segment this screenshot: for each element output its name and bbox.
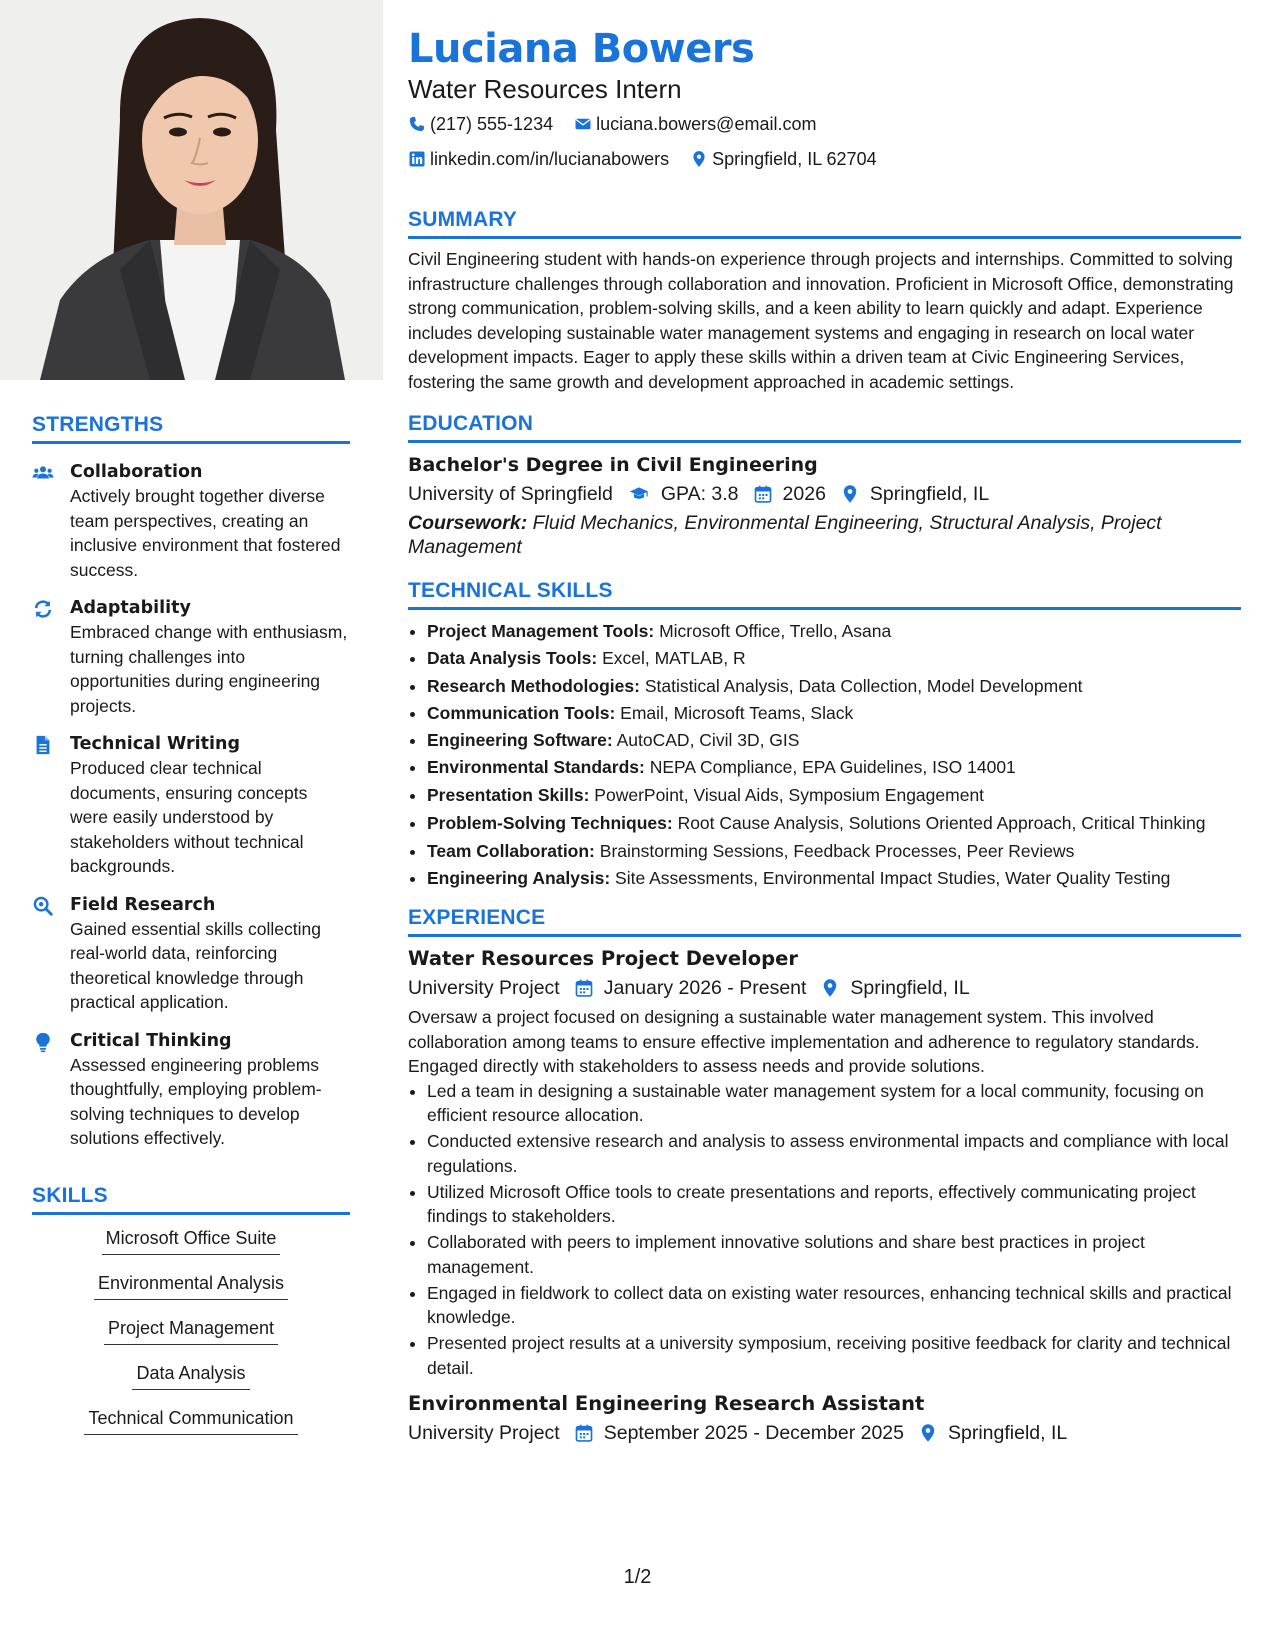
contact-linkedin[interactable]	[408, 143, 669, 175]
job-org: University Project	[408, 1422, 560, 1445]
experience-title: EXPERIENCE	[408, 906, 1241, 937]
skill-label: Team Collaboration:	[427, 840, 595, 861]
calendar-icon	[753, 484, 773, 504]
skill-item: Technical Communication	[84, 1405, 297, 1435]
left-column	[0, 0, 383, 1650]
graduation-cap-icon	[627, 484, 651, 504]
skill-value: Site Assessments, Environmental Impact Studies, Water Quality Testing	[615, 867, 1171, 888]
phone-icon	[408, 115, 426, 133]
sync-icon	[32, 598, 54, 620]
skill-value: PowerPoint, Visual Aids, Symposium Engagement	[594, 784, 985, 805]
envelope-icon	[574, 115, 592, 133]
job-dates: September 2025 - December 2025	[603, 1422, 904, 1445]
location-text: Springfield, IL 62704	[712, 149, 877, 169]
skill-value: Microsoft Office, Trello, Asana	[659, 621, 892, 641]
school-location: Springfield, IL	[869, 483, 990, 505]
phone-text: (217) 555-1234	[430, 114, 554, 134]
list-item: • Conducted extensive research and analysis to assess environmental impacts and compliance with local regulations.	[427, 1129, 1241, 1178]
map-pin-icon	[820, 978, 840, 998]
strength-desc: Assessed engineering problems thoughtfully, employing problem-solving techniques to develop solutions effectively.	[70, 1054, 322, 1148]
strengths-section	[32, 413, 350, 1151]
skill-label: Engineering Analysis:	[427, 867, 611, 888]
list-item	[427, 618, 1241, 645]
coursework-label: Coursework:	[408, 512, 528, 534]
experience-section	[408, 906, 1241, 1448]
skill-item: Data Analysis	[132, 1360, 249, 1390]
list-item	[427, 645, 1241, 672]
linkedin-text: linkedin.com/in/lucianabowers	[430, 149, 670, 169]
education-title: EDUCATION	[408, 412, 1241, 443]
job-summary: Oversaw a project focused on designing a sustainable water management system. This involved collaboration among teams to ensure effective implementation and adherence to regulatory standards. Engaged directly with stakeholders to assess needs and provide solutions.	[408, 1007, 1200, 1077]
gpa-text: GPA: 3.8	[660, 483, 739, 505]
map-pin-icon	[690, 150, 708, 168]
skill-label: Environmental Standards:	[427, 757, 645, 778]
strength-item	[32, 460, 350, 582]
skill-value: Excel, MATLAB, R	[602, 648, 746, 669]
strength-item	[32, 893, 350, 1015]
job-title: Environmental Engineering Research Assistant	[408, 1392, 925, 1416]
skill-label: Engineering Software:	[427, 730, 613, 751]
list-item: • Utilized Microsoft Office tools to create presentations and reports, effectively communicating project findings to stakeholders.	[427, 1180, 1241, 1229]
strength-item	[32, 1029, 350, 1151]
job-location: Springfield, IL	[850, 977, 970, 1000]
skill-item: Project Management	[104, 1315, 278, 1345]
list-item	[427, 811, 1241, 836]
users-icon	[32, 462, 54, 484]
technical-skills-title: TECHNICAL SKILLS	[408, 579, 1241, 610]
skill-value: Email, Microsoft Teams, Slack	[620, 702, 854, 723]
summary-section	[408, 208, 1241, 394]
candidate-role: Water Resources Intern	[408, 74, 682, 104]
list-item: • Collaborated with peers to implement innovative solutions and share best practices in project management.	[427, 1230, 1241, 1279]
skill-label: Research Methodologies:	[427, 675, 640, 696]
education-meta	[408, 479, 1241, 509]
strengths-title: STRENGTHS	[32, 413, 350, 444]
list-item	[427, 865, 1241, 892]
summary-title: SUMMARY	[408, 208, 1241, 239]
contact-location	[690, 143, 876, 175]
strength-desc: Gained essential skills collecting real-world data, reinforcing theoretical knowledge through practical application.	[70, 918, 321, 1012]
email-text: luciana.bowers@email.com	[596, 114, 817, 134]
school-name: University of Springfield	[408, 483, 613, 505]
skill-value: AutoCAD, Civil 3D, GIS	[616, 730, 800, 751]
list-item: • Presented project results at a university symposium, receiving positive feedback for clarity and technical detail.	[427, 1331, 1241, 1380]
skill-label: Project Management Tools:	[427, 621, 655, 641]
degree-name: Bachelor's Degree in Civil Engineering	[408, 454, 818, 476]
skill-item: Microsoft Office Suite	[102, 1225, 281, 1255]
skills-section	[32, 1184, 350, 1450]
job-bullets	[408, 1079, 1241, 1381]
list-item	[427, 754, 1241, 781]
skill-value: Root Cause Analysis, Solutions Oriented Approach, Critical Thinking	[677, 813, 1206, 834]
strength-desc: Embraced change with enthusiasm, turning challenges into opportunities during engineering projects.	[70, 622, 348, 716]
skill-value: Brainstorming Sessions, Feedback Processes, Peer Reviews	[599, 840, 1075, 861]
lightbulb-icon	[32, 1031, 54, 1053]
strength-name: Critical Thinking	[70, 1030, 232, 1051]
skill-list	[32, 1225, 350, 1450]
map-pin-icon	[918, 1423, 938, 1443]
list-item	[427, 727, 1241, 754]
job-location: Springfield, IL	[947, 1422, 1068, 1445]
job-meta	[408, 973, 1241, 1003]
skill-value: Statistical Analysis, Data Collection, Model Development	[644, 675, 1083, 696]
search-icon	[32, 895, 54, 917]
strength-desc: Produced clear technical documents, ensuring concepts were easily understood by stakeholders without technical backgrounds.	[70, 758, 308, 876]
document-icon	[32, 734, 54, 756]
contact-email[interactable]	[574, 108, 816, 140]
skill-label: Presentation Skills:	[427, 784, 590, 805]
list-item: • Led a team in designing a sustainable water management system for a local community, focusing on efficient resource allocation.	[427, 1079, 1241, 1128]
education-section	[408, 412, 1241, 559]
job-title: Water Resources Project Developer	[408, 947, 798, 971]
candidate-name: Luciana Bowers	[408, 26, 755, 72]
strength-name: Field Research	[70, 894, 216, 915]
summary-text: Civil Engineering student with hands-on experience through projects and internships. Committed to solving infrastructure challenges through collaboration and innovation. Proficient in Microsoft Office, demonstrating strong communication, problem-solving skills, and a keen ability to learn quickly and adapt. Experience includes developing sustainable water management systems and engaging in research on local water development impacts. Eager to apply these skills within a driven team at Civic Engineering Services, fostering the same growth and development approached in academic settings.	[408, 249, 1234, 392]
right-column	[408, 24, 1241, 1448]
contact-info	[408, 108, 1241, 178]
list-item	[427, 782, 1241, 809]
skill-label: Problem-Solving Techniques:	[427, 813, 673, 834]
coursework	[408, 511, 1241, 559]
strength-name: Collaboration	[70, 462, 203, 482]
technical-skills-list	[408, 618, 1241, 892]
strength-name: Adaptability	[70, 598, 191, 618]
calendar-icon	[574, 1423, 594, 1443]
job-org: University Project	[408, 977, 560, 1000]
profile-photo	[0, 0, 383, 380]
grad-year: 2026	[782, 483, 826, 505]
list-item	[427, 700, 1241, 727]
linkedin-icon	[408, 150, 426, 168]
list-item	[427, 673, 1241, 700]
job-dates: January 2026 - Present	[603, 977, 807, 1000]
skill-value: NEPA Compliance, EPA Guidelines, ISO 14001	[649, 757, 1016, 778]
page-number: 1/2	[623, 1566, 652, 1588]
skill-label: Data Analysis Tools:	[427, 648, 598, 669]
skill-item: Environmental Analysis	[94, 1270, 288, 1300]
contact-phone[interactable]	[408, 108, 553, 140]
skill-label: Communication Tools:	[427, 702, 616, 723]
job-meta	[408, 1418, 1241, 1448]
strength-item	[32, 596, 350, 718]
portrait-image	[0, 0, 383, 380]
strength-name: Technical Writing	[70, 734, 241, 754]
strength-desc: Actively brought together diverse team perspectives, creating an inclusive environment that fostered success.	[70, 486, 341, 580]
coursework-list: Fluid Mechanics, Environmental Engineering, Structural Analysis, Project Management	[408, 512, 1162, 558]
map-pin-icon	[840, 484, 860, 504]
skills-title: SKILLS	[32, 1184, 350, 1215]
list-item	[427, 838, 1241, 865]
strength-item	[32, 732, 350, 879]
technical-skills-section	[408, 579, 1241, 892]
list-item: • Engaged in fieldwork to collect data on existing water resources, enhancing technical skills and practical knowledge.	[427, 1281, 1241, 1330]
calendar-icon	[574, 978, 594, 998]
